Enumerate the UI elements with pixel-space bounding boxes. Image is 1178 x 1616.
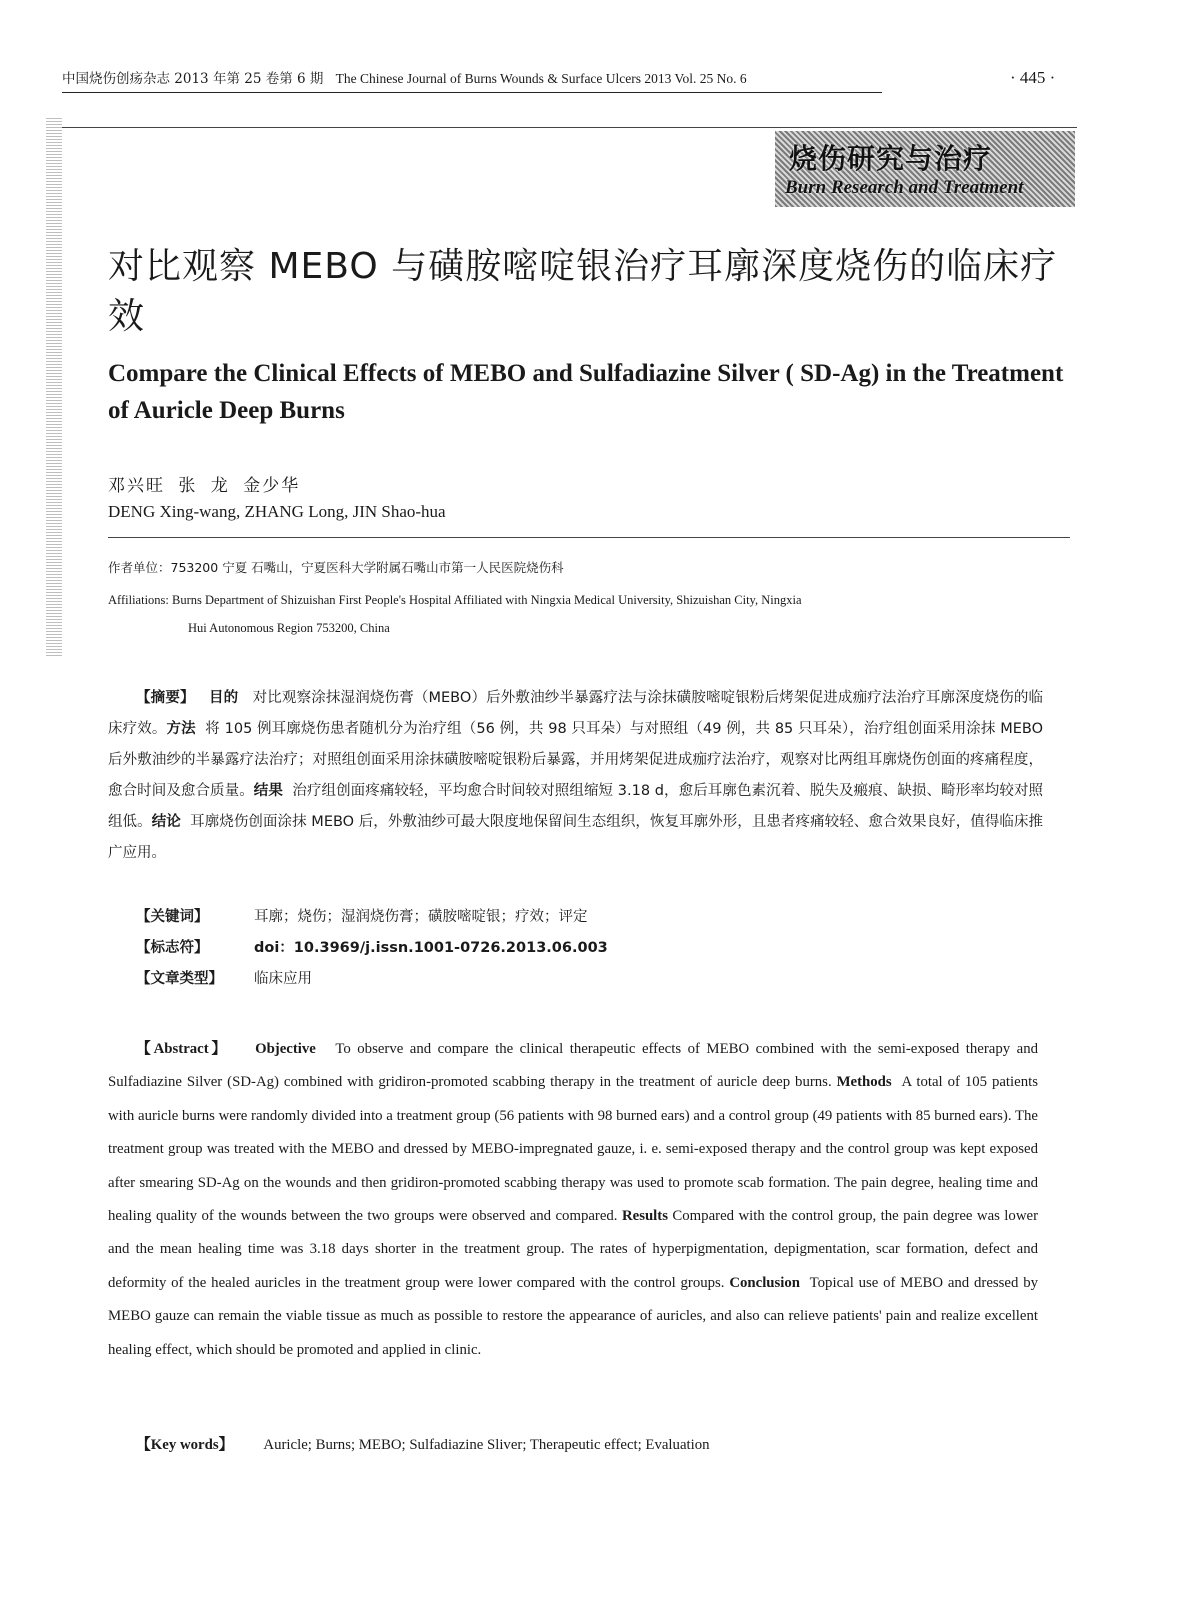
abstract-zh-results-label: 结果 [253, 783, 283, 799]
journal-title-zh: 中国烧伤创疡杂志 2013 年第 25 卷第 6 期 [62, 71, 324, 87]
affiliation-zh: 作者单位：753200 宁夏 石嘴山，宁夏医科大学附属石嘴山市第一人民医院烧伤科 [108, 560, 564, 575]
abstract-zh-conclusion: 耳廓烧伤创面涂抹 MEBO 后，外敷油纱可最大限度地保留间生态组织，恢复耳廓外形，且患者疼痛较轻、愈合效果良好，值得临床推广应用。 [108, 814, 1044, 861]
abstract-zh-results: 治疗组创面疼痛较轻，平均愈合时间较对照组缩短 3.18 d，愈后耳廓色素沉着、脱失及瘢痕、缺损、畸形率均较对照组低。 [108, 783, 1044, 830]
abstract-zh-label: 【摘要】 [136, 690, 195, 706]
abstract-en [108, 1033, 1038, 1367]
keywords-zh: 耳廓；烧伤；湿润烧伤膏；磺胺嘧啶银；疗效；评定 [254, 909, 588, 925]
doi-label: 【标志符】 [136, 940, 209, 956]
authors-rule [108, 537, 1070, 538]
running-header [62, 70, 882, 93]
abstract-en-objective-label: Objective [255, 1041, 316, 1057]
abstract-zh-objective-label: 目的 [208, 690, 239, 706]
abstract-zh-methods: 将 105 例耳廓烧伤患者随机分为治疗组（56 例，共 98 只耳朵）与对照组（49 例，共 85 只耳朵），治疗组创面采用涂抹 MEBO 后外敷油纱的半暴露疗法治疗；对照组创面采用涂抹磺胺嘧啶银粉后暴露，并用烤架促进成痂疗法治疗，观察对比两组耳廓烧伤创面的疼痛程度，愈合时间及愈合质量。 [108, 721, 1044, 799]
abstract-zh-methods-label: 方法 [166, 721, 196, 737]
scan-edge-artifact [46, 118, 62, 658]
doi-line [136, 936, 608, 957]
abstract-en-results: Compared with the control group, the pain degree was lower and the mean healing time was 3.18 days shorter in the treatment group. The rates of hyperpigmentation, depigmentation, scar formation, defect and deformity of the healed auricles in the treatment group were lower compared with the control groups. [108, 1208, 1038, 1291]
keywords-zh-label: 【关键词】 [136, 909, 209, 925]
abstract-zh [108, 683, 1043, 869]
authors-en: DENG Xing-wang, ZHANG Long, JIN Shao-hua [108, 502, 446, 521]
article-title-zh: 对比观察 MEBO 与磺胺嘧啶银治疗耳廓深度烧伤的临床疗效 [108, 246, 1058, 337]
keywords-en-label: 【Key words】 [136, 1437, 234, 1453]
abstract-en-results-label: Results [621, 1208, 668, 1225]
authors-zh: 邓兴旺 张 龙 金少华 [108, 476, 301, 496]
header-rule [62, 127, 1077, 128]
abstract-en-objective: To observe and compare the clinical therapeutic effects of MEBO combined with the semi-exposed therapy and Sulfadiazine Silver (SD-Ag) combined with gridiron-promoted scabbing therapy in the treatment of auricle deep burns. [108, 1041, 1038, 1091]
column-banner-en: Burn Research and Treatment [785, 177, 1024, 198]
article-type-label: 【文章类型】 [136, 971, 223, 987]
journal-title-en: The Chinese Journal of Burns Wounds & Surface Ulcers 2013 Vol. 25 No. 6 [335, 71, 747, 86]
affiliation-en-line2: Hui Autonomous Region 753200, China [188, 621, 390, 635]
abstract-zh-objective: 对比观察涂抹湿润烧伤膏（MEBO）后外敷油纱半暴露疗法与涂抹磺胺嘧啶银粉后烤架促进成痂疗法治疗耳廓深度烧伤的临床疗效。 [108, 690, 1044, 737]
abstract-en-conclusion: Topical use of MEBO and dressed by MEBO gauze can remain the viable tissue as much as possible to restore the appearance of auricles, and also can relieve patients' pain and realize excellent healing effect, which should be promoted and applied in clinic. [108, 1274, 1038, 1358]
abstract-en-conclusion-label: Conclusion [729, 1274, 801, 1291]
affiliation-en-label: Affiliations: [108, 593, 169, 607]
column-banner [775, 131, 1075, 207]
column-banner-zh: 烧伤研究与治疗 [789, 142, 993, 175]
doi-value: doi：10.3969/j.issn.1001-0726.2013.06.003 [254, 940, 608, 956]
abstract-en-methods: A total of 105 patients with auricle burns were randomly divided into a treatment group (56 patients with 98 burned ears) and a control group (49 patients with 85 burned ears). The treatment group was treated with the MEBO and dressed by MEBO-impregnated gauze, i. e. semi-exposed therapy and the control group was kept exposed after smearing SD-Ag on the wounds and then gridiron-promoted scabbing therapy was used to promote scab formation. The pain degree, healing time and healing quality of the wounds between the two groups were observed and compared. [108, 1074, 1038, 1225]
abstract-en-label: 【Abstract】 [136, 1041, 230, 1057]
article-type-line [136, 967, 312, 988]
page-number: · 445 · [1010, 68, 1056, 87]
affiliation-en [108, 586, 1038, 642]
keywords-en-line [136, 1433, 710, 1454]
abstract-en-methods-label: Methods [836, 1074, 892, 1091]
article-title-en: Compare the Clinical Effects of MEBO and Sulfadiazine Silver ( SD-Ag) in the Treatment of Auricle Deep Burns [108, 360, 1064, 424]
article-type-value: 临床应用 [254, 971, 312, 987]
keywords-zh-line [136, 905, 588, 926]
abstract-zh-conclusion-label: 结论 [151, 814, 181, 830]
keywords-en: Auricle; Burns; MEBO; Sulfadiazine Sliver; Therapeutic effect; Evaluation [263, 1437, 710, 1453]
affiliation-en-line1: Burns Department of Shizuishan First People's Hospital Affiliated with Ningxia Medical University, Shizuishan City, Ningxia [172, 593, 802, 607]
